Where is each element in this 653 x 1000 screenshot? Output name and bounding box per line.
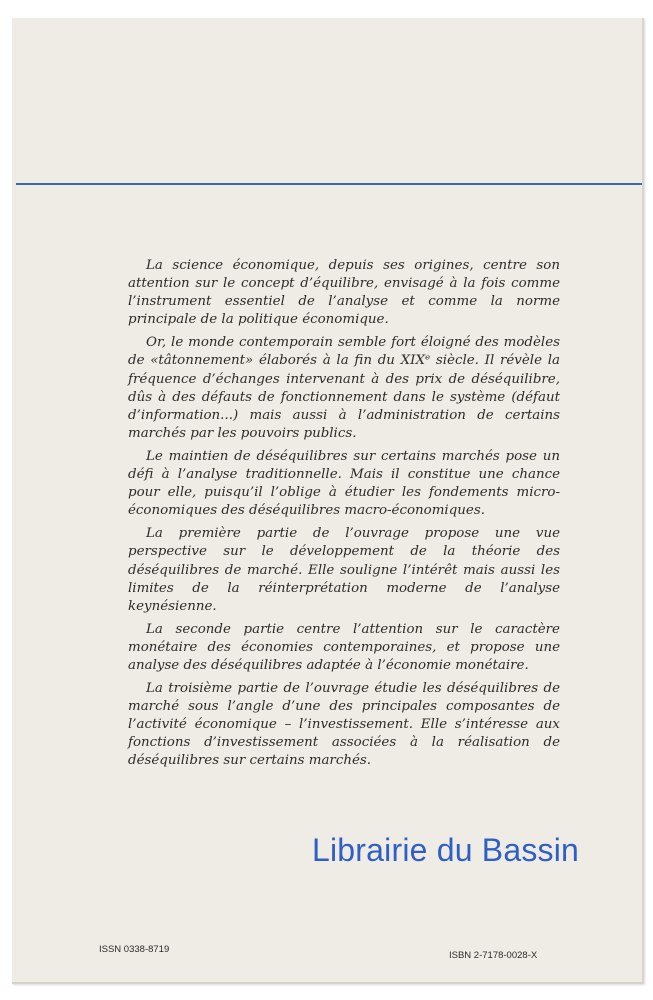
blurb-paragraph-4: La première partie de l’ouvrage propose une vue perspective sur le développement de la théorie des déséquilibres de marché. Elle souligne l’intérêt mais aussi les limites de la réinterprétation moderne de l’analyse keynésienne.	[128, 526, 560, 614]
blue-divider-rule	[16, 183, 642, 185]
issn-number: ISSN 0338-8719	[99, 944, 170, 955]
bookseller-watermark: Librairie du Bassin	[312, 832, 580, 868]
blurb-paragraph-3: Le maintien de déséquilibres sur certains marchés pose un défi à l’analyse traditionnelle. Mais il constitue une chance pour elle, puisqu’il l’oblige à étudier les fondements micro-économiques des déséquilibres macro-économiques.	[128, 448, 560, 519]
blurb-paragraph-2: Or, le monde contemporain semble fort éloigné des modèles de «tâtonnement» élaborés à la fin du XIXᵉ siècle. Il révèle la fréquence d’échanges intervenant à des prix de déséquilibre, dûs à des défauts de fonctionnement dans le système (défaut d’information...) mais aussi à l’administration de certains marchés par les pouvoirs publics.	[128, 335, 560, 441]
blurb-paragraph-5: La seconde partie centre l’attention sur le caractère monétaire des économies contemporaines, et propose une analyse des déséquilibres adaptée à l’économie monétaire.	[128, 621, 560, 673]
blurb-paragraph-1: La science économique, depuis ses origines, centre son attention sur le concept d’équilibre, envisagé à la fois comme l’instrument essentiel de l’analyse et comme la norme principale de la politique économique.	[128, 258, 560, 328]
isbn-number: ISBN 2-7178-0028-X	[449, 950, 538, 961]
blurb-paragraph-6: La troisième partie de l’ouvrage étudie les déséquilibres de marché sous l’angle d’une des principales composantes de l’activité économique – l’investissement. Elle s’intéresse aux fonctions d’investissement associées à la réalisation de déséquilibres sur certains marchés.	[128, 681, 560, 769]
blurb-text	[128, 257, 560, 776]
